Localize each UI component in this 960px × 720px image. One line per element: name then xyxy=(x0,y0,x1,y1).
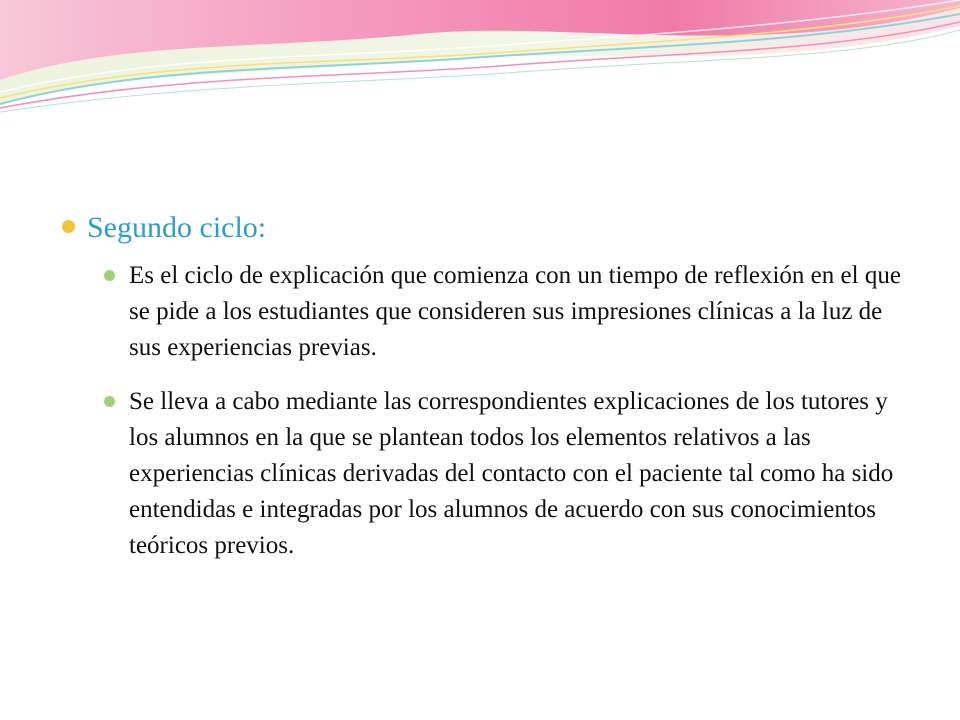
green-bullet-icon xyxy=(104,396,115,407)
bullet-list xyxy=(104,258,922,564)
slide-content xyxy=(62,208,922,582)
yellow-bullet-icon xyxy=(62,220,75,233)
list-item xyxy=(104,258,922,366)
slide-heading: Segundo ciclo: xyxy=(87,211,267,244)
heading-row xyxy=(62,208,922,248)
list-item-text: Es el ciclo de explicación que comienza con un tiempo de reflexión en el que se pide a los estudiantes que consideren sus impresiones clínicas a la luz de sus experiencias previas. xyxy=(129,262,901,361)
list-item-text: Se lleva a cabo mediante las correspondientes explicaciones de los tutores y los alumnos en la que se plantean todos los elementos relativos a las experiencias clínicas derivadas del contacto con el paciente tal como ha sido entendidas e integradas por los alumnos de acuerdo con sus conocimientos teóricos previos. xyxy=(129,388,894,559)
green-bullet-icon xyxy=(104,270,115,281)
list-item xyxy=(104,384,922,564)
header-wave-decoration xyxy=(0,0,960,120)
